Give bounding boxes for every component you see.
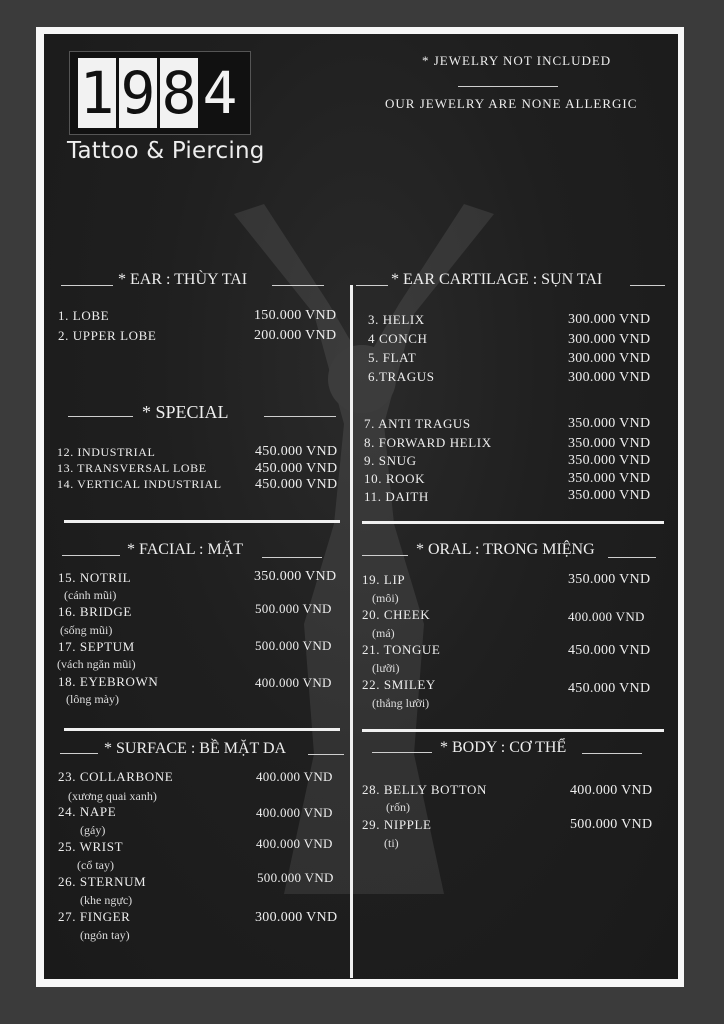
item-name: 5. FLAT	[368, 350, 417, 365]
item-name: 12. INDUSTRIAL	[57, 445, 156, 459]
item-subtitle: (cổ tay)	[77, 858, 114, 872]
item-name: 7. ANTI TRAGUS	[364, 416, 471, 431]
heading-rule	[60, 753, 98, 754]
item-name: 20. CHEEK	[362, 607, 431, 622]
item-subtitle: (sống mũi)	[60, 623, 113, 637]
section-divider	[362, 729, 664, 732]
item-price: 450.000 VND	[255, 444, 338, 459]
heading-rule	[356, 285, 388, 286]
item-price: 450.000 VND	[568, 643, 651, 658]
item-price: 300.000 VND	[255, 910, 338, 925]
item-name: 26. STERNUM	[58, 874, 147, 889]
item-subtitle: (gáy)	[80, 823, 106, 837]
heading-rule	[582, 753, 642, 754]
item-subtitle: (má)	[372, 626, 395, 640]
item-subtitle: (xương quai xanh)	[68, 789, 157, 803]
item-name: 23. COLLARBONE	[58, 769, 174, 784]
item-price: 450.000 VND	[568, 681, 651, 696]
item-name: 6.TRAGUS	[368, 369, 435, 384]
item-price: 500.000 VND	[255, 638, 332, 653]
heading-rule	[62, 555, 120, 556]
item-name: 24. NAPE	[58, 804, 117, 819]
item-name: 21. TONGUE	[362, 642, 441, 657]
heading-rule	[608, 557, 656, 558]
heading-rule	[61, 285, 113, 286]
item-name: 18. EYEBROWN	[58, 674, 159, 689]
section-title-special: * SPECIAL	[142, 402, 229, 422]
item-price: 400.000 VND	[256, 805, 333, 820]
item-subtitle: (lưỡi)	[372, 661, 400, 675]
item-price: 400.000 VND	[568, 609, 645, 624]
section-title-cartilage: * EAR CARTILAGE : SỤN TAI	[391, 271, 603, 288]
item-price: 450.000 VND	[255, 477, 338, 492]
price-list-board	[44, 34, 678, 979]
heading-rule	[272, 285, 324, 286]
item-price: 350.000 VND	[254, 569, 337, 584]
column-divider	[350, 285, 353, 978]
section-title-surface: * SURFACE : BỀ MẶT DA	[104, 740, 287, 757]
item-price: 150.000 VND	[254, 308, 337, 323]
item-name: 15. NOTRIL	[58, 570, 132, 585]
notes-divider	[458, 86, 558, 87]
allergy-note: OUR JEWELRY ARE NONE ALLERGIC	[385, 96, 638, 111]
item-price: 300.000 VND	[568, 370, 651, 385]
item-price: 350.000 VND	[568, 436, 651, 451]
item-name: 27. FINGER	[58, 909, 131, 924]
item-name: 17. SEPTUM	[58, 639, 135, 654]
item-name: 4 CONCH	[368, 331, 428, 346]
section-title-ear: * EAR : THÙY TAI	[118, 271, 248, 288]
logo-digit-4: 4	[202, 59, 238, 127]
item-price: 300.000 VND	[568, 332, 651, 347]
section-title-facial: * FACIAL : MẶT	[127, 541, 243, 558]
heading-rule	[262, 557, 322, 558]
item-subtitle: (cánh mũi)	[64, 588, 117, 602]
item-price: 350.000 VND	[568, 488, 651, 503]
heading-rule	[308, 754, 344, 755]
heading-rule	[630, 285, 665, 286]
item-price: 300.000 VND	[568, 351, 651, 366]
item-subtitle: (lông mày)	[66, 692, 119, 706]
item-subtitle: (ti)	[384, 836, 399, 850]
section-divider	[362, 521, 664, 524]
logo-digit-2: 9	[120, 59, 156, 127]
section-title-oral: * ORAL : TRONG MIỆNG	[416, 541, 595, 558]
item-price: 450.000 VND	[255, 461, 338, 476]
section-title-body: * BODY : CƠ THỂ	[440, 739, 567, 756]
item-name: 8. FORWARD HELIX	[364, 435, 492, 450]
item-price: 500.000 VND	[255, 601, 332, 616]
item-price: 300.000 VND	[568, 312, 651, 327]
jewelry-note: * JEWELRY NOT INCLUDED	[422, 53, 612, 68]
item-price: 500.000 VND	[257, 870, 334, 885]
item-name: 13. TRANSVERSAL LOBE	[57, 461, 207, 475]
heading-rule	[264, 416, 336, 417]
item-price: 200.000 VND	[254, 328, 337, 343]
item-name: 19. LIP	[362, 572, 406, 587]
item-subtitle: (vách ngăn mũi)	[57, 657, 136, 671]
item-name: 22. SMILEY	[362, 677, 436, 692]
item-price: 400.000 VND	[256, 836, 333, 851]
item-price: 500.000 VND	[570, 817, 653, 832]
item-name: 3. HELIX	[368, 312, 425, 327]
item-name: 29. NIPPLE	[362, 817, 432, 832]
logo-digit-1: 1	[79, 59, 115, 127]
item-price: 400.000 VND	[255, 675, 332, 690]
item-price: 350.000 VND	[568, 572, 651, 587]
item-name: 11. DAITH	[364, 489, 429, 504]
heading-rule	[372, 752, 432, 753]
item-name: 14. VERTICAL INDUSTRIAL	[57, 477, 222, 491]
item-subtitle: (ngón tay)	[80, 928, 130, 942]
item-subtitle: (thắng lưỡi)	[372, 696, 430, 710]
item-price: 350.000 VND	[568, 471, 651, 486]
item-subtitle: (môi)	[372, 591, 399, 605]
section-divider	[64, 520, 340, 523]
item-price: 350.000 VND	[568, 453, 651, 468]
item-subtitle: (khe ngực)	[80, 893, 133, 907]
heading-rule	[362, 555, 408, 556]
item-name: 9. SNUG	[364, 453, 417, 468]
brand-subtitle: Tattoo & Piercing	[67, 138, 265, 164]
item-name: 1. LOBE	[58, 308, 110, 323]
item-name: 25. WRIST	[58, 839, 124, 854]
item-price: 400.000 VND	[570, 783, 653, 798]
item-name: 16. BRIDGE	[58, 604, 132, 619]
item-subtitle: (rốn)	[386, 800, 410, 814]
item-name: 2. UPPER LOBE	[58, 328, 157, 343]
section-divider	[64, 728, 340, 731]
heading-rule	[68, 416, 133, 417]
logo-digit-3: 8	[161, 59, 197, 127]
item-price: 350.000 VND	[568, 416, 651, 431]
item-price: 400.000 VND	[256, 769, 333, 784]
item-name: 10. ROOK	[364, 471, 426, 486]
item-name: 28. BELLY BOTTON	[362, 782, 487, 797]
